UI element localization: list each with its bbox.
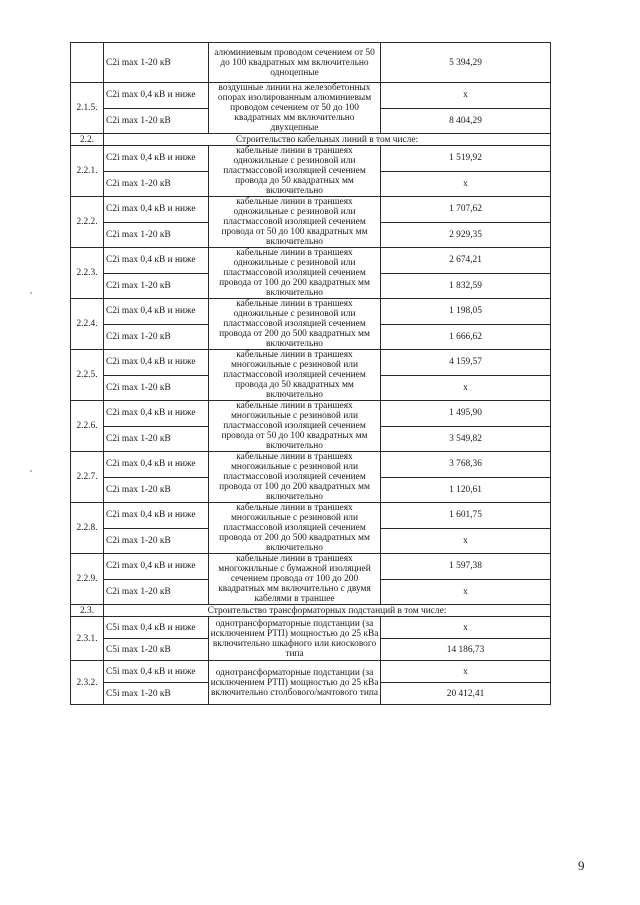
- section-number: 2.2.: [71, 134, 104, 146]
- work-description: кабельные линии в траншеях многожильные с резиновой или пластмассовой изоляцией сечением провода от 200 до 500 квадратных мм включительно: [209, 503, 381, 554]
- price-value: x: [381, 528, 551, 554]
- work-description: алюминиевым проводом сечением от 50 до 100 квадратных мм включительно одноцепные: [209, 43, 381, 83]
- voltage-category: C2i max 1-20 кВ: [104, 324, 209, 350]
- price-value: 14 186,73: [381, 639, 551, 661]
- work-description: кабельные линии в траншеях одножильные с резиновой или пластмассовой изоляцией сечением провода от 100 до 200 квадратных мм включительно: [209, 248, 381, 299]
- table-row: [71, 617, 551, 639]
- price-value: 3 549,82: [381, 426, 551, 452]
- table-row: [71, 661, 551, 683]
- table-row: [71, 43, 551, 83]
- table-row: [71, 83, 551, 109]
- voltage-category: C2i max 0,4 кВ и ниже: [104, 554, 209, 580]
- item-number: 2.2.8.: [71, 503, 104, 554]
- item-number: 2.2.3.: [71, 248, 104, 299]
- voltage-category: C2i max 1-20 кВ: [104, 273, 209, 299]
- voltage-category: C5i max 1-20 кВ: [104, 683, 209, 705]
- voltage-category: C2i max 0,4 кВ и ниже: [104, 503, 209, 529]
- section-title: Строительство трансформаторных подстанций в том числе:: [104, 605, 551, 617]
- voltage-category: C2i max 1-20 кВ: [104, 43, 209, 83]
- table-row: [71, 350, 551, 376]
- work-description: кабельные линии в траншеях многожильные с резиновой или пластмассовой изоляцией сечением провода от 100 до 200 квадратных мм включительно: [209, 452, 381, 503]
- voltage-category: C5i max 0,4 кВ и ниже: [104, 661, 209, 683]
- price-value: 20 412,41: [381, 683, 551, 705]
- scan-speck: [30, 292, 32, 294]
- section-title: Строительство кабельных линий в том числе:: [104, 134, 551, 146]
- voltage-category: C5i max 1-20 кВ: [104, 639, 209, 661]
- section-row: [71, 134, 551, 146]
- price-value: x: [381, 171, 551, 197]
- item-number: 2.3.2.: [71, 661, 104, 705]
- table-row: [71, 299, 551, 325]
- voltage-category: C2i max 1-20 кВ: [104, 222, 209, 248]
- price-value: 2 674,21: [381, 248, 551, 274]
- voltage-category: C2i max 1-20 кВ: [104, 375, 209, 401]
- voltage-category: C2i max 0,4 кВ и ниже: [104, 350, 209, 376]
- tariff-table-body: [71, 43, 551, 705]
- section-number: 2.3.: [71, 605, 104, 617]
- work-description: кабельные линии в траншеях одножильные с резиновой или пластмассовой изоляцией сечением провода от 50 до 100 квадратных мм включительно: [209, 197, 381, 248]
- price-value: 1 601,75: [381, 503, 551, 529]
- price-value: x: [381, 617, 551, 639]
- table-row: [71, 248, 551, 274]
- table-row: [71, 554, 551, 580]
- section-row: [71, 605, 551, 617]
- item-number: 2.2.7.: [71, 452, 104, 503]
- item-number: 2.2.1.: [71, 146, 104, 197]
- scan-speck: [30, 470, 32, 472]
- work-description: кабельные линии в траншеях одножильные с резиновой или пластмассовой изоляцией сечением провода до 50 квадратных мм включительно: [209, 146, 381, 197]
- price-value: 1 832,59: [381, 273, 551, 299]
- price-value: x: [381, 661, 551, 683]
- price-value: 1 666,62: [381, 324, 551, 350]
- price-value: x: [381, 579, 551, 605]
- work-description: кабельные линии в траншеях многожильные с бумажной изоляцией сечением провода от 100 до 200 квадратных мм включительно с двумя кабелями в траншее: [209, 554, 381, 605]
- table-row: [71, 146, 551, 172]
- voltage-category: C2i max 0,4 кВ и ниже: [104, 248, 209, 274]
- voltage-category: C2i max 0,4 кВ и ниже: [104, 299, 209, 325]
- voltage-category: C2i max 0,4 кВ и ниже: [104, 197, 209, 223]
- price-value: 1 597,38: [381, 554, 551, 580]
- item-number: 2.3.1.: [71, 617, 104, 661]
- item-number: 2.2.5.: [71, 350, 104, 401]
- price-value: 1 198,05: [381, 299, 551, 325]
- item-number: 2.2.9.: [71, 554, 104, 605]
- work-description: однотрансформаторные подстанции (за исключением РТП) мощностью до 25 кВа включительно столбового/мачтового типа: [209, 661, 381, 705]
- price-value: 4 159,57: [381, 350, 551, 376]
- work-description: воздушные линии на железобетонных опорах изолированным алюминиевым проводом сечением от 50 до 100 квадратных мм включительно двухцепные: [209, 83, 381, 134]
- price-value: 5 394,29: [381, 43, 551, 83]
- price-value: 1 495,90: [381, 401, 551, 427]
- price-value: 8 404,29: [381, 108, 551, 134]
- price-value: 3 768,36: [381, 452, 551, 478]
- page-number: 9: [578, 858, 585, 873]
- work-description: кабельные линии в траншеях одножильные с резиновой или пластмассовой изоляцией сечением провода от 200 до 500 квадратных мм включительно: [209, 299, 381, 350]
- price-value: x: [381, 83, 551, 109]
- item-number: 2.1.5.: [71, 83, 104, 134]
- price-value: 1 519,92: [381, 146, 551, 172]
- voltage-category: C5i max 0,4 кВ и ниже: [104, 617, 209, 639]
- work-description: однотрансформаторные подстанции (за исключением РТП) мощностью до 25 кВа включительно шкафного или киоскового типа: [209, 617, 381, 661]
- work-description: кабельные линии в траншеях многожильные с резиновой или пластмассовой изоляцией сечением провода до 50 квадратных мм включительно: [209, 350, 381, 401]
- item-number: 2.2.6.: [71, 401, 104, 452]
- item-number: 2.2.2.: [71, 197, 104, 248]
- voltage-category: C2i max 1-20 кВ: [104, 579, 209, 605]
- voltage-category: C2i max 0,4 кВ и ниже: [104, 401, 209, 427]
- table-row: [71, 197, 551, 223]
- voltage-category: C2i max 1-20 кВ: [104, 426, 209, 452]
- voltage-category: C2i max 0,4 кВ и ниже: [104, 146, 209, 172]
- table-row: [71, 401, 551, 427]
- item-number: [71, 43, 104, 83]
- table-row: [71, 452, 551, 478]
- price-value: 1 120,61: [381, 477, 551, 503]
- voltage-category: C2i max 1-20 кВ: [104, 171, 209, 197]
- table-row: [71, 503, 551, 529]
- voltage-category: C2i max 1-20 кВ: [104, 528, 209, 554]
- work-description: кабельные линии в траншеях многожильные с резиновой или пластмассовой изоляцией сечением провода от 50 до 100 квадратных мм включительно: [209, 401, 381, 452]
- item-number: 2.2.4.: [71, 299, 104, 350]
- price-value: x: [381, 375, 551, 401]
- tariff-table: [70, 42, 551, 705]
- price-value: 2 929,35: [381, 222, 551, 248]
- voltage-category: C2i max 1-20 кВ: [104, 477, 209, 503]
- voltage-category: C2i max 0,4 кВ и ниже: [104, 452, 209, 478]
- voltage-category: C2i max 0,4 кВ и ниже: [104, 83, 209, 109]
- price-value: 1 707,62: [381, 197, 551, 223]
- voltage-category: C2i max 1-20 кВ: [104, 108, 209, 134]
